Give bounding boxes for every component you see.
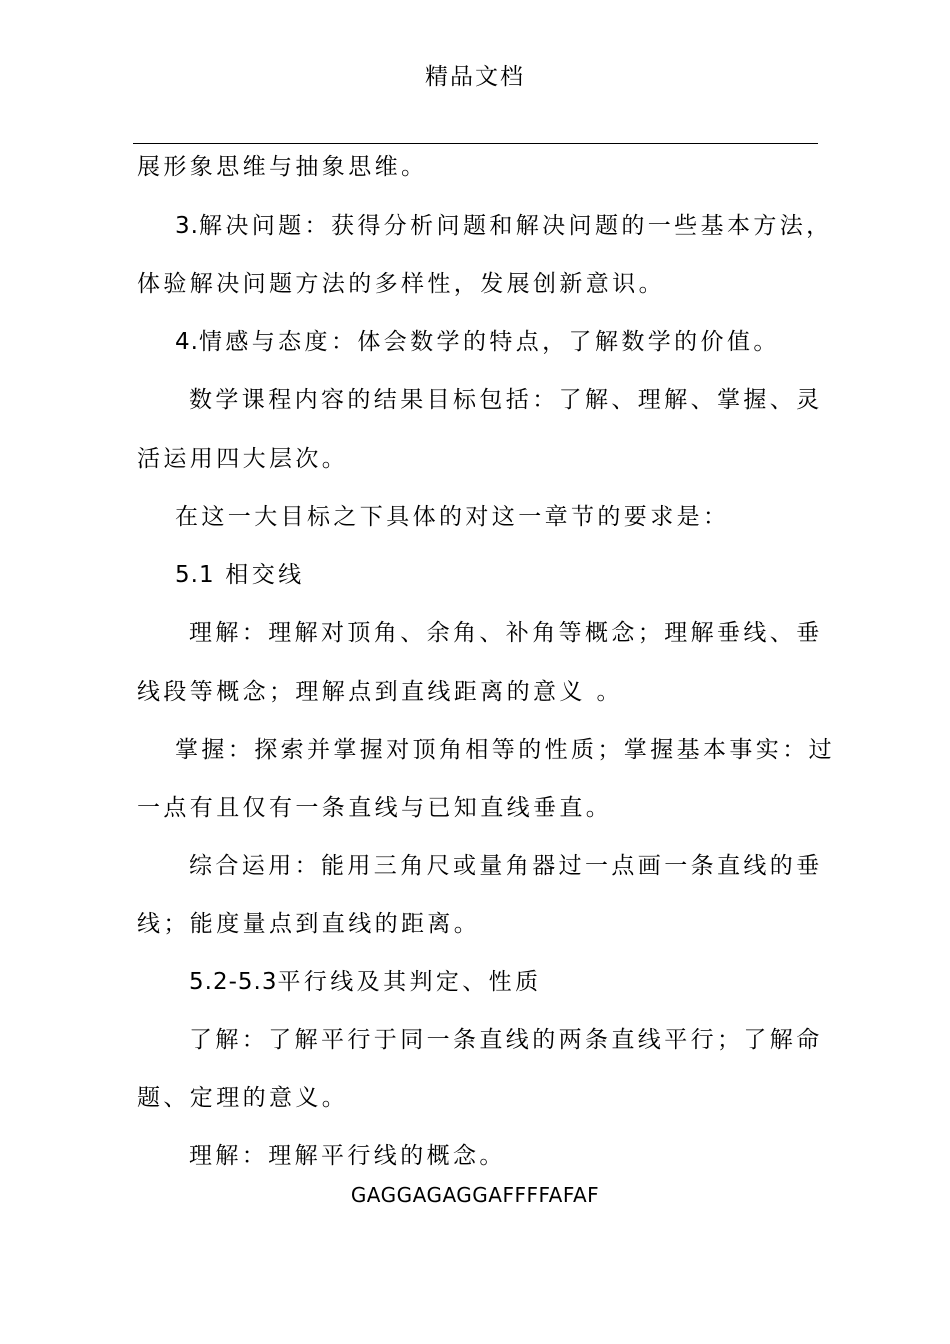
paragraph-line-9 — [189, 618, 823, 648]
item-number-3: 3. — [175, 213, 199, 239]
line-text: 活运用四大层次。 — [137, 446, 349, 472]
section-number: 5.2-5.3 — [189, 969, 278, 995]
paragraph-line-12 — [137, 793, 612, 823]
paragraph-line-7 — [175, 502, 729, 532]
line-text: 理解：理解对顶角、余角、补角等概念；理解垂线、垂 — [189, 620, 823, 646]
paragraph-line-16 — [189, 1025, 823, 1055]
paragraph-line-6 — [137, 444, 348, 474]
line-text: 掌握：探索并掌握对顶角相等的性质；掌握基本事实：过 — [175, 737, 835, 763]
line-text: 线段等概念；理解点到直线距离的意义 。 — [137, 679, 623, 705]
paragraph-line-10 — [137, 677, 623, 707]
line-text: 线；能度量点到直线的距离。 — [137, 911, 481, 937]
section-heading-5-2 — [189, 967, 541, 997]
line-text: 理解：理解平行线的概念。 — [189, 1143, 506, 1169]
paragraph-line-13 — [189, 851, 823, 881]
line-text: 解决问题：获得分析问题和解决问题的一些基本方法， — [198, 213, 833, 239]
line-text: 数学课程内容的结果目标包括：了解、理解、掌握、灵 — [189, 387, 823, 413]
line-text: 展形象思维与抽象思维。 — [137, 154, 428, 180]
item-number-4: 4. — [175, 329, 199, 355]
paragraph-line-17 — [137, 1083, 348, 1113]
page-footer-code: GAGGAGAGGAFFFFAFAF — [350, 1183, 600, 1207]
line-text: 平行线及其判定、性质 — [277, 969, 542, 995]
paragraph-line-18 — [189, 1141, 506, 1171]
paragraph-line-11 — [175, 735, 835, 765]
header-divider — [133, 143, 818, 144]
line-text: 相交线 — [225, 562, 305, 588]
paragraph-line-3 — [137, 269, 665, 299]
section-heading-5-1 — [175, 560, 305, 590]
line-text: 综合运用：能用三角尺或量角器过一点画一条直线的垂 — [189, 853, 823, 879]
paragraph-line-14 — [137, 909, 480, 939]
page-header-title: 精品文档 — [425, 64, 525, 90]
paragraph-line-1 — [137, 152, 427, 182]
line-text: 题、定理的意义。 — [137, 1085, 349, 1111]
paragraph-line-4 — [175, 327, 780, 357]
line-text: 情感与态度：体会数学的特点，了解数学的价值。 — [198, 329, 780, 355]
line-text: 了解：了解平行于同一条直线的两条直线平行；了解命 — [189, 1027, 823, 1053]
paragraph-line-5 — [189, 385, 823, 415]
paragraph-line-2 — [175, 211, 833, 241]
line-text: 一点有且仅有一条直线与已知直线垂直。 — [137, 795, 613, 821]
section-number: 5.1 — [175, 562, 215, 588]
line-text: 在这一大目标之下具体的对这一章节的要求是： — [175, 504, 730, 530]
line-text: 体验解决问题方法的多样性，发展创新意识。 — [137, 271, 665, 297]
